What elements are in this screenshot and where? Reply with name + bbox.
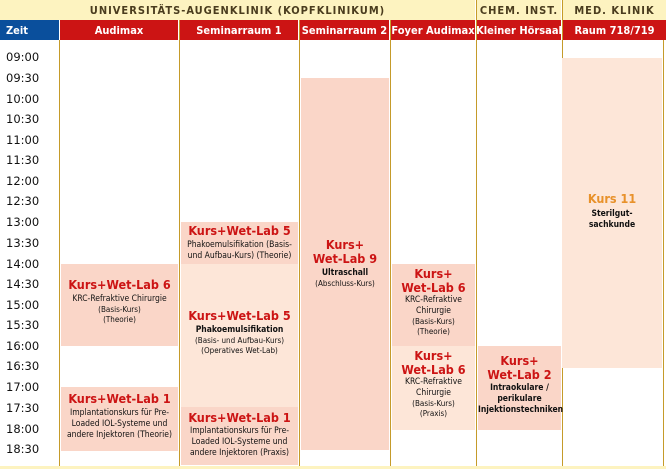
event-description: (Basis- und Aufbau-Kurs) [194,335,285,345]
event-title: Kurs+ [325,237,365,252]
column-header-seminarraum-1: Seminarraum 1 [179,20,298,40]
event-title: Kurs+Wet-Lab 1 [68,391,171,406]
event-seminarraum1-wetlab-5-theorie[interactable] [181,222,298,264]
event-description: KRC-Refraktive [405,294,462,305]
time-label: 09:30 [6,71,40,85]
event-description: (Abschluss-Kurs) [315,278,375,288]
event-hoersaal-wetlab-2[interactable] [478,346,564,430]
time-label: 13:00 [6,215,40,229]
time-label: 17:30 [6,401,40,415]
event-title: Wet-Lab 2 [487,366,552,382]
event-description: Chirurgie [416,305,451,316]
event-description: Phakoemulsifikation [195,324,284,335]
event-description: perikulare [497,393,542,404]
time-label: 11:00 [6,133,40,147]
event-description: KRC-Refraktive [405,376,462,387]
event-description: Loaded IOL-Systeme und [71,418,168,429]
event-title: Wet-Lab 6 [401,279,466,295]
time-label: 15:30 [6,318,40,332]
event-seminarraum1-wetlab-1-praxis[interactable] [181,407,298,465]
bottom-border [0,466,666,469]
column-header-raum-718-719: Raum 718/719 [562,20,666,40]
time-label: 14:00 [6,257,40,271]
time-label: 13:30 [6,236,40,250]
time-label: 12:30 [6,194,40,208]
event-description: Chirurgie [416,387,451,398]
column-header-kleiner-hoersaal: Kleiner Hörsaal [476,20,561,40]
time-label: 15:00 [6,298,40,312]
event-description: andere Injektoren (Theorie) [66,429,172,440]
event-description: Implantationskurs für Pre- [69,407,170,418]
group-header-med-klinik: MED. KLINIK [562,0,666,20]
event-description: (Basis-Kurs) [98,304,141,314]
event-title: Wet-Lab 9 [312,250,378,266]
time-label: 17:00 [6,380,40,394]
event-description: Intraokulare / [490,382,549,393]
time-label: 12:00 [6,174,40,188]
time-label: 16:00 [6,339,40,353]
event-description: und Aufbau-Kurs) (Theorie) [187,250,292,261]
column-header-seminarraum-2: Seminarraum 2 [299,20,389,40]
group-header-chem-inst: CHEM. INST. [476,0,561,20]
event-description: Injektionstechniken [478,404,564,415]
event-description: (Basis-Kurs) [412,398,455,408]
event-description: (Theorie) [103,315,136,325]
event-title: Kurs 11 [587,191,637,206]
time-label: 10:00 [6,92,40,106]
group-header-augenklinik: UNIVERSITÄTS-AUGENKLINIK (KOPFKLINIKUM) [0,0,475,20]
column-header-foyer-audimax: Foyer Audimax [390,20,475,40]
event-title: Kurs+Wet-Lab 5 [188,308,291,323]
event-description: (Basis-Kurs) [412,316,455,326]
event-audimax-wetlab-1[interactable] [61,387,178,451]
event-description: Phakoemulsifikation (Basis- [187,239,292,250]
event-seminarraum1-wetlab-5-praxis[interactable] [181,264,298,407]
event-title: Kurs+Wet-Lab 6 [68,277,171,292]
time-label: 09:00 [6,50,40,64]
event-title: Kurs+ [414,266,453,281]
time-label: 16:30 [6,359,40,373]
event-title: Kurs+ [414,348,453,363]
event-foyer-wetlab-6-praxis[interactable] [392,346,475,430]
event-foyer-wetlab-6-theorie[interactable] [392,264,475,346]
time-label: 18:00 [6,422,40,436]
event-audimax-wetlab-6[interactable] [61,264,178,346]
column-header-zeit: Zeit [0,20,59,40]
event-title: Kurs+Wet-Lab 5 [188,223,291,238]
column-header-audimax: Audimax [60,20,178,40]
event-title: Wet-Lab 6 [401,361,466,377]
event-title: Kurs+ [500,353,539,368]
event-title: Kurs+Wet-Lab 1 [188,410,291,425]
event-seminarraum2-wetlab-9[interactable] [301,78,389,450]
event-description: Sterilgut- [591,208,633,219]
time-label: 10:30 [6,112,40,126]
event-raum-kurs-11[interactable] [562,58,662,368]
event-description: Loaded IOL-Systeme und [191,436,288,447]
event-description: sachkunde [588,219,636,230]
event-description: (Praxis) [419,408,448,418]
time-label: 18:30 [6,442,40,456]
event-description: KRC-Refraktive Chirurgie [72,293,167,304]
event-description: (Operatives Wet-Lab) [201,346,278,356]
event-description: Ultraschall [321,267,369,278]
event-description: (Theorie) [417,326,450,336]
time-label: 14:30 [6,277,40,291]
event-description: Implantationskurs für Pre- [189,425,290,436]
event-description: andere Injektoren (Praxis) [189,447,290,458]
time-label: 11:30 [6,153,40,167]
